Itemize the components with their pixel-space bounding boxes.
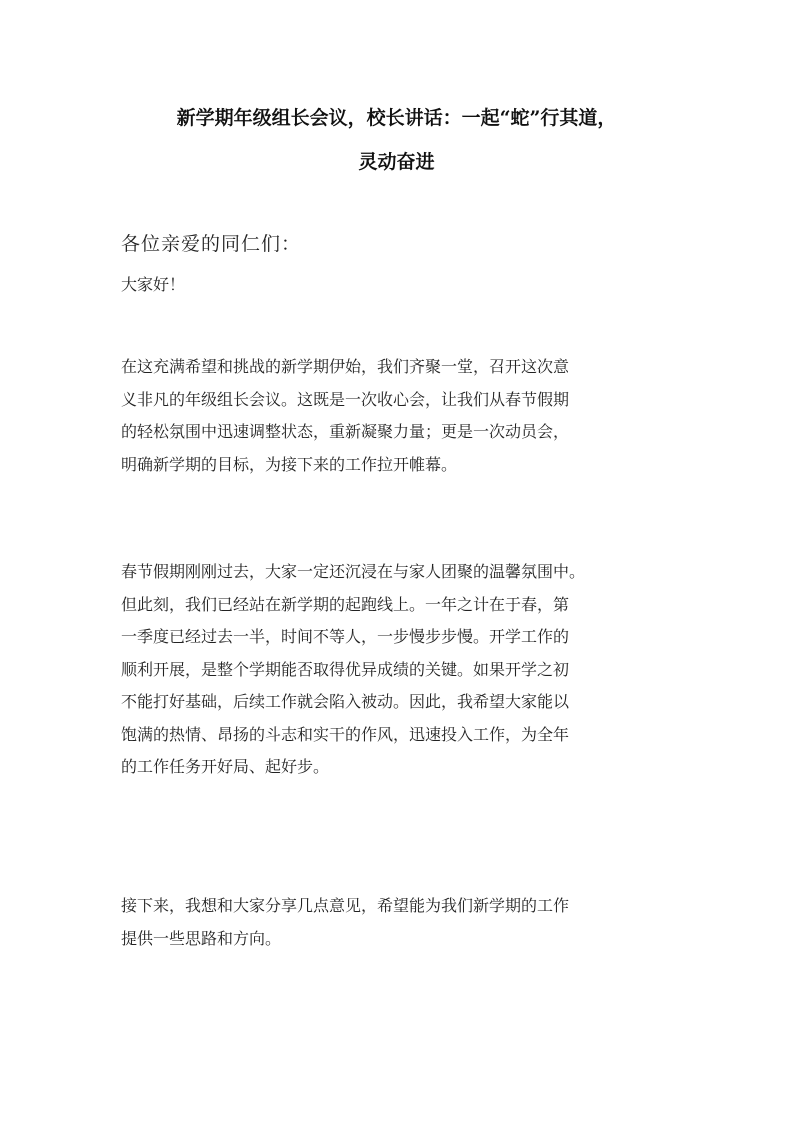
paragraph-line: 顺利开展，是整个学期能否取得优异成绩的关键。如果开学之初 bbox=[121, 659, 570, 679]
paragraph-1 bbox=[121, 351, 681, 481]
paragraph-line: 提供一些思路和方向。 bbox=[121, 928, 282, 948]
paragraph-line: 的工作任务开好局、起好步。 bbox=[121, 757, 330, 776]
paragraph-3 bbox=[121, 890, 681, 955]
paragraph-line: 义非凡的年级组长会议。这既是一次收心会，让我们从春节假期 bbox=[121, 389, 570, 409]
document-title-line-1: 新学期年级组长会议，校长讲话：一起“蛇”行其道， bbox=[176, 107, 617, 129]
greeting: 大家好！ bbox=[121, 275, 186, 294]
paragraph-line: 在这充满希望和挑战的新学期伊始，我们齐聚一堂，召开这次意 bbox=[121, 357, 570, 376]
paragraph-line: 明确新学期的目标，为接下来的工作拉开帷幕。 bbox=[121, 454, 458, 474]
salutation: 各位亲爱的同仁们： bbox=[121, 233, 302, 255]
paragraph-line: 但此刻，我们已经站在新学期的起跑线上。一年之计在于春，第 bbox=[121, 594, 570, 614]
paragraph-line: 的轻松氛围中迅速调整状态，重新凝聚力量；更是一次动员会， bbox=[121, 422, 570, 441]
paragraph-line: 不能打好基础，后续工作就会陷入被动。因此，我希望大家能以 bbox=[121, 692, 570, 711]
paragraph-line: 春节假期刚刚过去，大家一定还沉浸在与家人团聚的温馨氛围中。 bbox=[121, 562, 586, 581]
paragraph-2 bbox=[121, 556, 681, 784]
paragraph-line: 饱满的热情、昂扬的斗志和实干的作风，迅速投入工作，为全年 bbox=[121, 724, 570, 744]
paragraph-line: 一季度已经过去一半，时间不等人，一步慢步步慢。开学工作的 bbox=[121, 627, 570, 646]
document-title-line-2: 灵动奋进 bbox=[358, 151, 435, 173]
paragraph-line: 接下来，我想和大家分享几点意见，希望能为我们新学期的工作 bbox=[121, 896, 570, 915]
